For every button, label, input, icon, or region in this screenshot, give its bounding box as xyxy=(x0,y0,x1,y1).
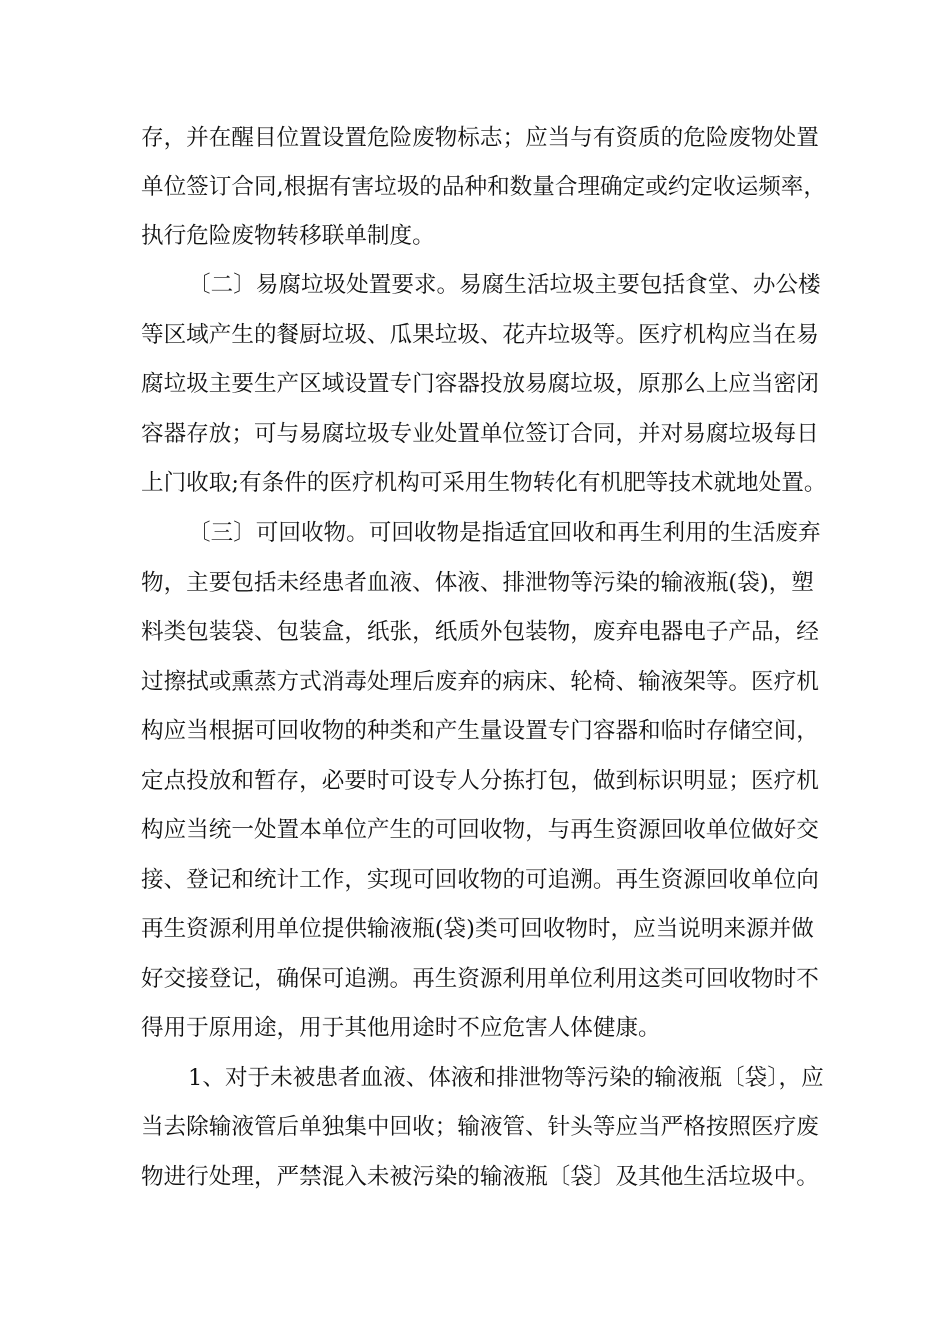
text-line: 单位签订合同,根据有害垃圾的品种和数量合理确定或约定收运频率， xyxy=(141,174,826,200)
text-line: 物，主要包括未经患者血液、体液、排泄物等污染的输液瓶(袋)，塑 xyxy=(141,570,814,596)
text-line: 再生资源利用单位提供输液瓶(袋)类可回收物时，应当说明来源并做 xyxy=(141,916,814,942)
text-line: 物进行处理，严禁混入未被污染的输液瓶〔袋〕及其他生活垃圾中。 xyxy=(141,1164,819,1190)
text-line: 容器存放；可与易腐垃圾专业处置单位签订合同，并对易腐垃圾每日 xyxy=(141,421,819,447)
paragraph-heading-line: 〔二〕易腐垃圾处置要求。易腐生活垃圾主要包括食堂、办公楼 xyxy=(188,272,821,298)
text-line: 上门收取;有条件的医疗机构可采用生物转化有机肥等技术就地处置。 xyxy=(141,470,827,496)
list-item-line: 1、对于未被患者血液、体液和排泄物等污染的输液瓶〔袋〕，应 xyxy=(188,1065,824,1091)
text-line: 定点投放和暂存，必要时可设专人分拣打包，做到标识明显；医疗机 xyxy=(141,768,819,794)
text-line: 过擦拭或熏蒸方式消毒处理后废弃的病床、轮椅、输液架等。医疗机 xyxy=(141,669,819,695)
text-line: 当去除输液管后单独集中回收；输液管、针头等应当严格按照医疗废 xyxy=(141,1114,819,1140)
text-line: 执行危险废物转移联单制度。 xyxy=(141,223,435,249)
text-line: 好交接登记，确保可追溯。再生资源利用单位利用这类可回收物时不 xyxy=(141,966,819,992)
text-line: 构应当统一处置本单位产生的可回收物，与再生资源回收单位做好交 xyxy=(141,817,819,843)
paragraph-heading-line: 〔三〕可回收物。可回收物是指适宜回收和再生利用的生活废弃 xyxy=(188,520,821,546)
text-line: 得用于原用途，用于其他用途时不应危害人体健康。 xyxy=(141,1015,661,1041)
text-line: 等区域产生的餐厨垃圾、瓜果垃圾、花卉垃圾等。医疗机构应当在易 xyxy=(141,322,819,348)
text-line: 料类包装袋、包装盒，纸张，纸质外包装物，废弃电器电子产品，经 xyxy=(141,619,819,645)
text-line: 存，并在醒目位置设置危险废物标志；应当与有资质的危险废物处置 xyxy=(141,125,819,151)
text-line: 接、登记和统计工作，实现可回收物的可追溯。再生资源回收单位向 xyxy=(141,867,819,893)
text-line: 腐垃圾主要生产区域设置专门容器投放易腐垃圾，原那么上应当密闭 xyxy=(141,371,819,397)
text-line: 构应当根据可回收物的种类和产生量设置专门容器和临时存储空间， xyxy=(141,718,819,744)
